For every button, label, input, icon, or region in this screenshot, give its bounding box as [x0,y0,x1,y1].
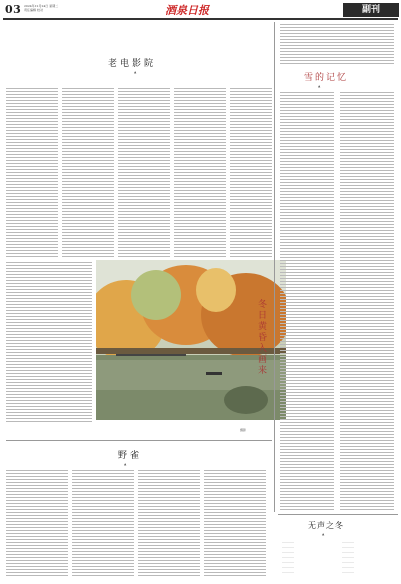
article-column [280,24,394,64]
article-column [72,470,134,578]
header-rule [3,18,398,20]
article-column [138,470,200,578]
article-author-sparrow: ▲ [124,462,127,466]
list-item: ………… [282,550,294,554]
article-column [118,88,170,258]
list-item: ………… [342,550,354,554]
list-item: ………… [342,545,354,549]
article-column [174,88,226,258]
list-column-left [282,540,336,575]
article-title-silent-winter: 无声之冬 [308,521,344,530]
header-date: 2024年12月24日 星期二 [24,4,59,8]
vertical-article-title: 冬日黄昏入画来 [258,300,270,376]
list-item: ………… [342,540,354,544]
list-item: ………… [282,540,294,544]
list-item: ………… [342,565,354,569]
section-divider [278,514,398,515]
article-column [230,88,272,258]
article-author-silent-winter: ▲ [322,532,325,536]
article-author-cinema: ▲ [134,70,137,74]
page-number: 03 [5,3,22,16]
list-item: ………… [282,565,294,569]
section-divider [6,440,272,441]
list-item: ………… [342,555,354,559]
article-column [204,470,266,578]
article-column [340,92,394,512]
article-column [6,470,68,578]
article-column [62,88,114,258]
article-column [280,92,334,512]
photo-caption: 摄影 [240,428,247,432]
list-item: ………… [342,560,354,564]
list-item: ………… [342,570,354,574]
list-item: ………… [282,570,294,574]
article-author-snow: ▲ [318,84,321,88]
list-item: ………… [282,560,294,564]
article-column [6,88,58,258]
section-tag: 副刊 [343,3,399,17]
list-item: ………… [282,545,294,549]
article-title-cinema: 老电影院 [108,59,157,69]
article-title-sparrow: 野雀 [118,451,143,461]
header-editor: 责任编辑 校对 [24,8,43,12]
article-title-snow: 雪的记忆 [304,73,349,83]
newspaper-logo: 酒泉日报 [165,4,209,17]
list-column-right [342,540,396,575]
header-meta [24,4,58,12]
list-item: ………… [282,555,294,559]
column-divider [274,22,275,512]
article-column [6,262,92,422]
